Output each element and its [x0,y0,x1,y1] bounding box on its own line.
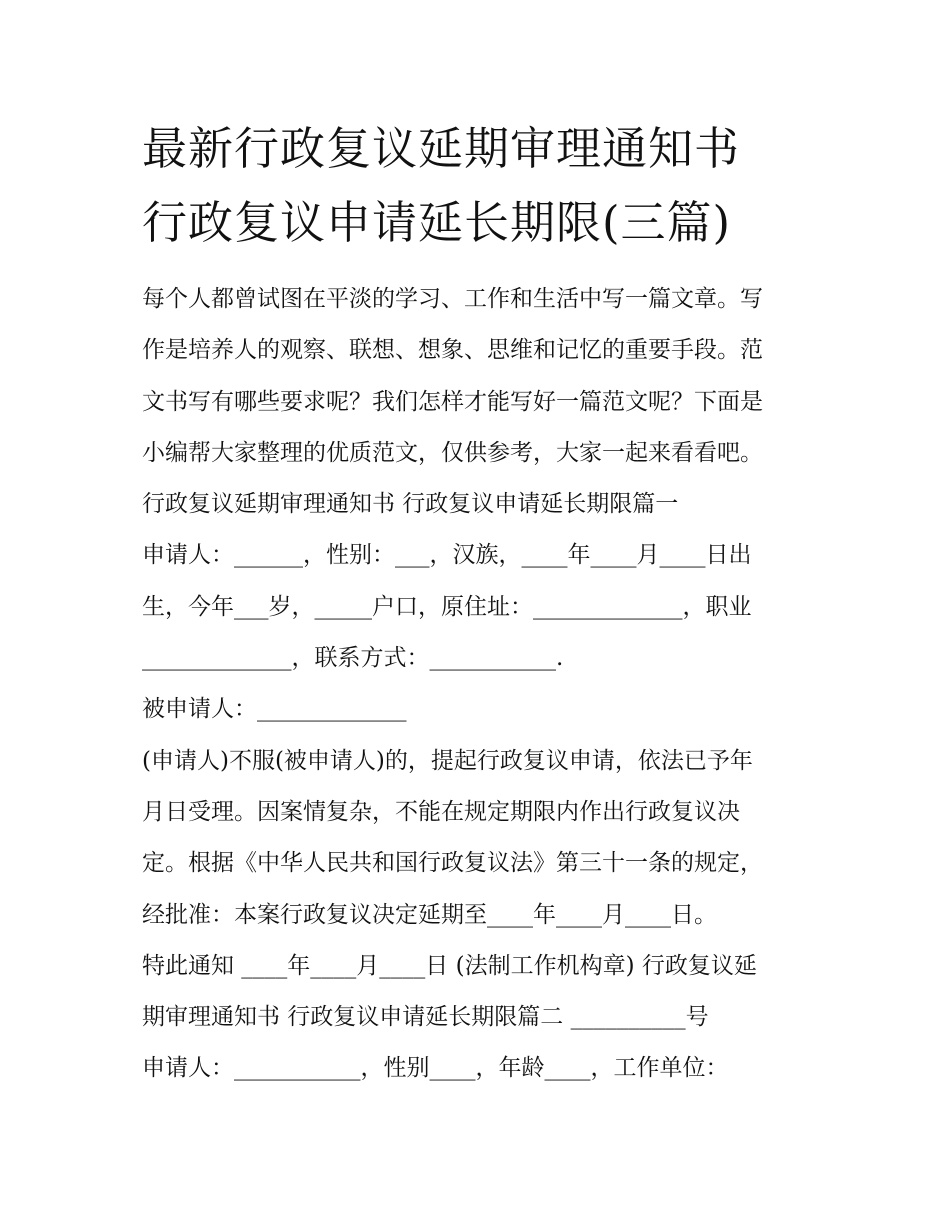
title-line-1: 最新行政复议延期审理通知书 [142,122,741,175]
body-line-12: 定。根据《中华人民共和国行政复议法》第三十一条的规定， [142,850,763,877]
body-line-10: (申请人)不服(被申请人)的，提起行政复议申请，依法已予年 [142,747,753,774]
body-line-11: 月日受理。因案情复杂，不能在规定期限内作出行政复议决 [142,798,740,825]
body-line-16: 申请人：___________，性别____，年龄____，工作单位： [142,1055,729,1082]
title-line-2: 行政复议申请延长期限(三篇) [142,196,732,249]
document-page [142,112,822,1095]
body-line-8: _____________，联系方式：___________. [142,645,564,672]
document-body [142,274,822,1095]
document-title [142,112,822,260]
body-line-6: 申请人：______，性别：___，汉族，____年____月____日出 [142,542,752,569]
body-line-3: 文书写有哪些要求呢？我们怎样才能写好一篇范文呢？下面是 [142,388,763,415]
section-heading-1: 行政复议延期审理通知书 行政复议申请延长期限篇一 [142,491,679,518]
body-line-2: 作是培养人的观察、联想、想象、思维和记忆的重要手段。范 [142,337,763,364]
body-line-13: 经批准：本案行政复议决定延期至____年____月____日。 [142,901,717,928]
body-line-4: 小编帮大家整理的优质范文，仅供参考，大家一起来看看吧。 [142,439,763,466]
body-line-15: 期审理通知书 行政复议申请延长期限篇二 __________号 [142,1004,709,1031]
body-line-7: 生，今年___岁，_____户口，原住址：_____________，职业 [142,593,752,620]
body-line-9: 被申请人：_____________ [142,696,407,723]
body-line-14: 特此通知 ____年____月____日 (法制工作机构章) 行政复议延 [142,952,757,979]
body-line-1: 每个人都曾试图在平淡的学习、工作和生活中写一篇文章。写 [142,286,763,312]
